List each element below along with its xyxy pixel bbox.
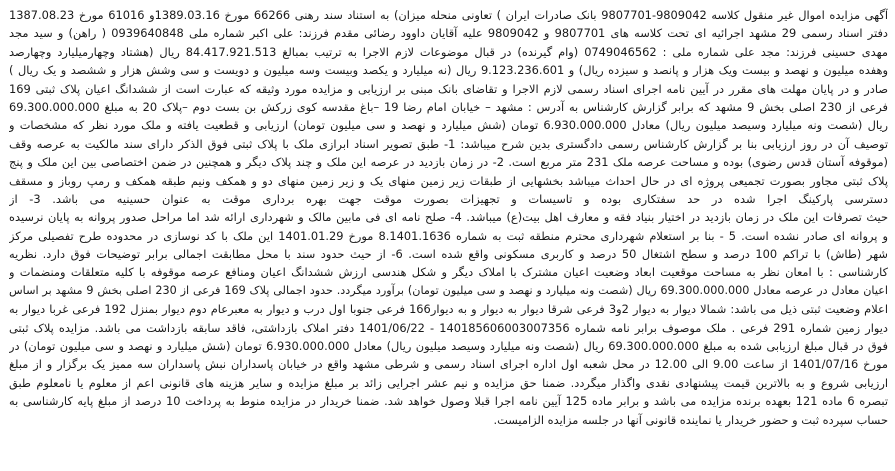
notice-line: مهدی حسینی فرزند: مجد علی شماره ملی : 0749046562 (وام گیرنده) در قبال موضوعات لازم الاجرا به ترتیب بمبالغ 84.417.921.513 ریال (هشتاد وچهارمیلیارد وچهارصد [9, 44, 888, 59]
notice-line: مورخ 1401/07/16 از ساعت 9.00 الی 12.00 در محل شعبه اول اداره اجرای اسناد رسمی و شرطی مشهد واقع در خیابان پاسداران نبش پاسداران سه ممیز یک برگزار و از مبلغ [9, 357, 888, 372]
notice-line: دفتر اسناد رسمی 29 مشهد اجرائیه ای تحت کلاسه های 9807701 و 9809042 علیه آقایان داوود رضائی مقدم فرزند: علی اکبر شماره ملی 0939640848 ( راهن) و سید مجد [9, 26, 888, 41]
notice-line: پلاک ثبتی مجاور بصورت تجمیعی پروژه ای در حال احداث میباشد بخشهایی از طبقات زیر زمین منهای یک و زیر زمین منهای دو و همکف ونیم طبقه همکف و رمپ روباز و مسقف [9, 173, 888, 188]
notice-line: دیوار زمین شماره 291 فرعی . ملک موصوف برابر نامه شماره 140185606003007356 - 1401/06/22 دفتر املاک بازداشتی، فاقد سابقه بازداشت می باشد. مزایده پلاک ثبتی [9, 320, 888, 335]
notice-line: فوق در قبال مبلغ ارزیابی شده به مبلغ 69.300.000.000 ریال (شصت ونه میلیارد وسیصد میلیون ریال) معادل 6.930.000.000 تومان (شش میلیارد و نهصد و سی میلیون تومان) در [9, 339, 888, 354]
notice-line: حیث تصرفات این ملک در زمان بازدید در اختیار بنیاد فقه و معارف اهل بیت(ع) میباشد. 4- صلح نامه ای فی مابین مالک و شهرداری ارائه شد اما مراحل صدور پروانه به پایان نرسیده [9, 210, 888, 225]
notice-line: اعلام وضعیت ثبتی ذیل می باشد: شمالا دیوار به دیوار 2و3 فرعی شرقا دیوار به دیوار و به دیوار166 فرعی جنوبا اول درب و دیوار به معبرعام دوم دیوار بمنزل 192 فرعی غربا دیوار به [9, 302, 888, 317]
notice-line: آگهی مزایده اموال غیر منقول کلاسه 9809042-9807701 بانک صادرات ایران ) تعاونی منحله میزان) به استناد سند رهنی 66266 مورخ 1389.03.16و 61016 مورخ 1387.08.23 [9, 8, 888, 22]
notice-line: وهفده میلیون و نهصد و بیست ویک هزار و پانصد و سیزده ریال) و 9.123.236.601 ریال (نه میلیارد و یکصد وبیست وسه میلیون و دویست و سی وشش هزار و ششصد و یک ریال ) [9, 63, 888, 78]
notice-line: ریال (شصت ونه میلیارد وسیصد میلیون ریال) معادل 6.930.000.000 تومان (شش میلیارد و نهصد و سی میلیون تومان) ارزیابی و قطعیت یافته و ملک مورد نظر که مشخصات و [9, 118, 888, 133]
notice-line: ارزیابی شروع و به بالاترین قیمت پیشنهادی نقدی واگذار میگردد. ضمنا حق مزایده و نیم عشر اجرایی زائد بر مبلغ مزایده و سایر هزینه های قانونی اعم از معلوم یا نامعلوم طبق [9, 375, 888, 390]
notice-line: دسترسی پارکینگ اجرا شده در حد سفتکاری بوده و تاسیسات و تجهیزات بصورت موقت جهت بهره برداری موقت به عنوان حسینیه می باشد. 3- از [9, 191, 888, 206]
notice-line: تبصره 6 ماده 121 بعهده برنده مزایده می باشد و برابر ماده 125 آیین نامه اجرا قبلا وصول خواهد شد. ضمنا خریدار در مزایده منوط به پرداخت 10 درصد از مبلغ پایه کارشناسی به [9, 394, 888, 409]
notice-line: (موقوفه آستان قدس رضوی) بوده و مساحت عرصه ملک 231 متر مربع است. 2- در زمان بازدید در عرصه این ملک و چند پلاک دیگر و همچنین در ضمن اختصاصی بین این ملک و پنج [9, 155, 888, 170]
notice-line: اعیان معادل در عرصه معادل 69.300.000.000 ریال (شصت ونه میلیارد و نهصد و سی میلیون تومان) برآورد میگردد. حدود اجمالی پلاک 169 فرعی از 230 اصلی بخش 9 مشهد بر اساس [9, 283, 888, 297]
notice-line: حساب سپرده ثبت و حضور خریدار یا نماینده قانونی آنها در جلسه مزایده الزامیست. [493, 412, 888, 427]
notice-line: شهر (طاش) با تراکم 100 درصد و سطح اشتغال 50 درصد و کاربری مسکونی واقع شده است. 6- از حیث حدود سند با محل مطابقت اجمالی برابر توضیحات فوق دارد. نظریه [9, 247, 888, 262]
notice-line: فرعی از 230 اصلی بخش 9 مشهد که برابر گزارش کارشناس به آدرس : مشهد – خیابان امام رضا 19 –باغ مقدسه کوی زرکش بن بست دوم –پلاک 20 به مبلغ 69.300.000.000 [9, 99, 888, 114]
notice-line: صادر و در پایان مهلت های مقرر در آیین نامه اجرای اسناد رسمی لازم الاجرا و تقاضای بانک مبنی بر ارزیابی و مزایده مورد وثیقه که عبارت است از ششدانگ اعیان پلاک ثبتی 169 [9, 81, 888, 96]
notice-line: و پروانه ای صادر نشده است. 5 - بنا بر استعلام شهرداری محترم منطقه ثبت به شماره 8.1401.1636 مورخ 1401.01.29 این ملک با کد نوسازی در محدوده طرح تفصیلی مرکز [9, 228, 888, 243]
notice-line: کارشناسی : با امعان نظر به مساحت موقعیت ابعاد وضعیت اعیان مشترک با املاک دیگر و شکل هندسی ارزش ششدانگ اعیان ومنافع عرصه موقوفه با کلیه متعلقات ومنضمات و [9, 265, 888, 280]
notice-line: توصیف آن در روز ارزیابی بنا بر گزارش کارشناس رسمی دادگستری بدین شرح میباشد: 1- طبق تصویر اسناد ابرازی ملک با پلاک ثبتی فوق الذکر دارای سند مالکیت به عرصه وقف [9, 136, 888, 151]
